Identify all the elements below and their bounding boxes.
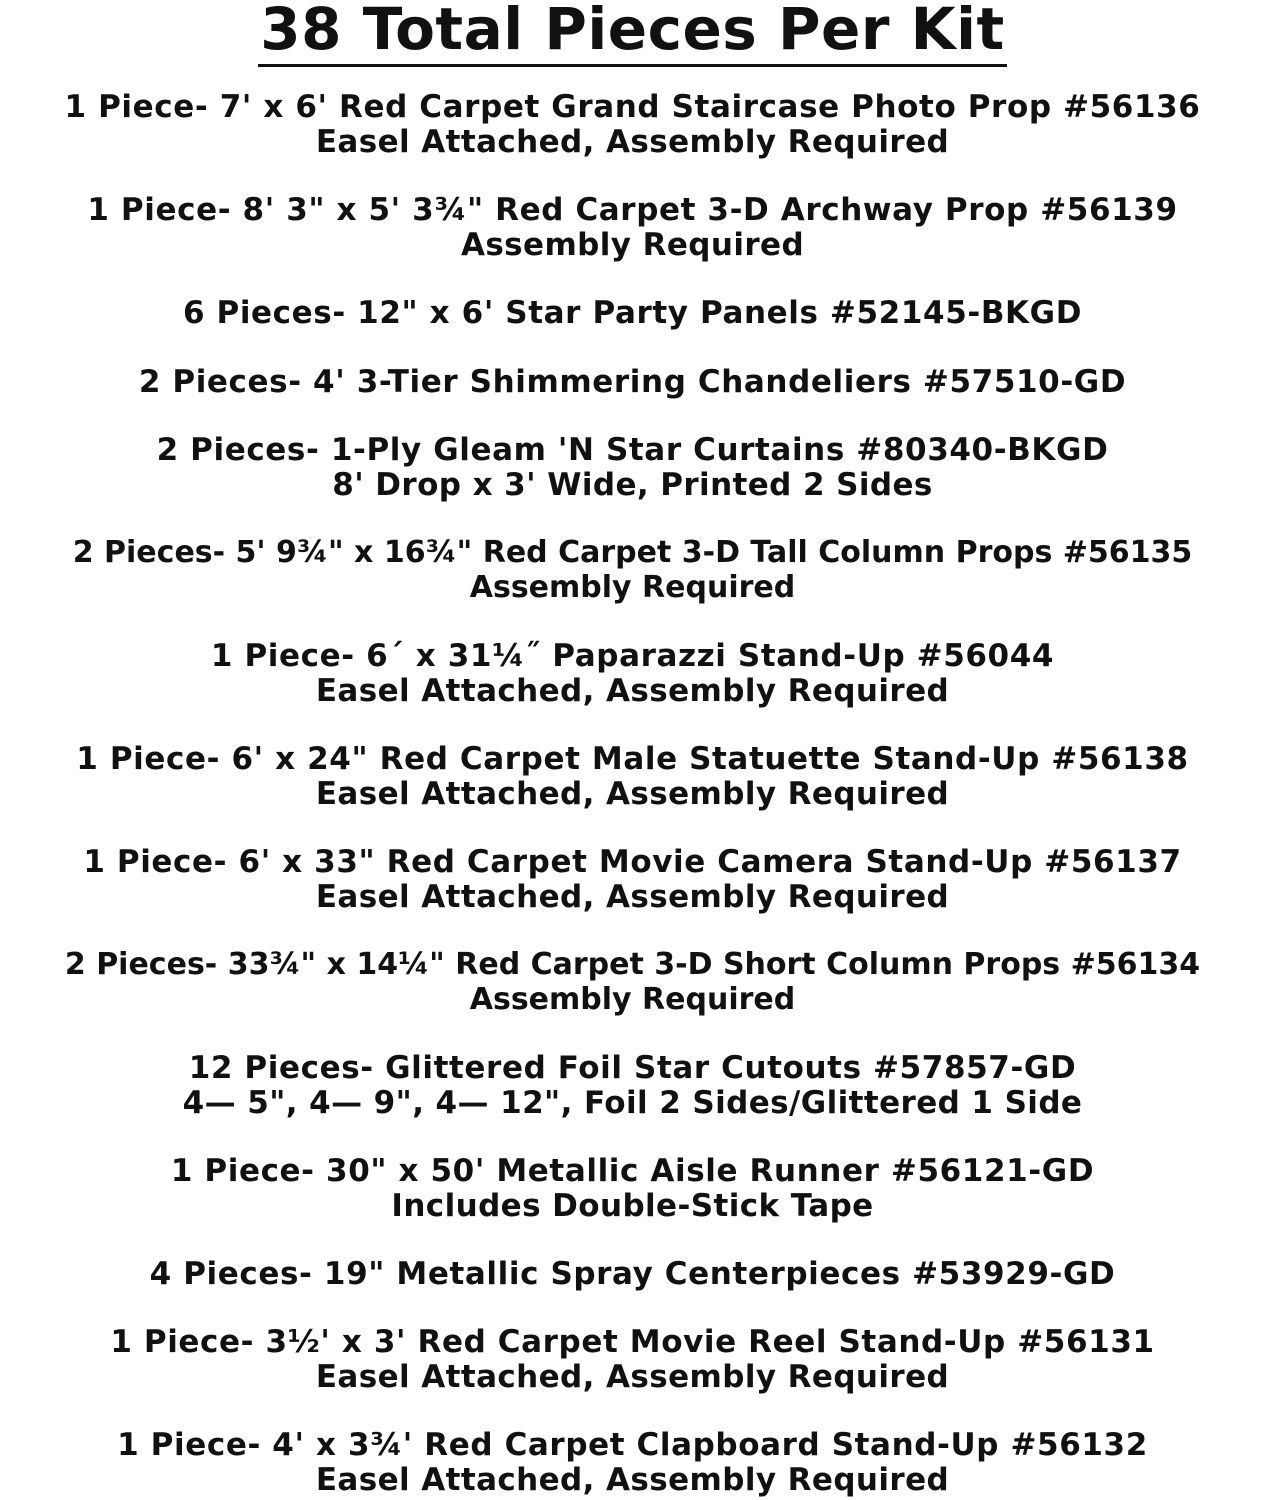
item-description: 2 Pieces- 5' 9¾" x 16¾" Red Carpet 3-D Tall Column Props #56135 xyxy=(72,535,1193,570)
item-description: 2 Pieces- 4' 3-Tier Shimmering Chandeliers #57510-GD xyxy=(138,364,1127,400)
item-description: 4 Pieces- 19" Metallic Spray Centerpieces #53929-GD xyxy=(149,1256,1116,1292)
item-note: Easel Attached, Assembly Required xyxy=(315,1358,950,1395)
item-note: Assembly Required xyxy=(469,981,796,1017)
item-description: 1 Piece- 3½' x 3' Red Carpet Movie Reel Stand-Up #56131 xyxy=(110,1324,1155,1360)
item-description: 12 Pieces- Glittered Foil Star Cutouts #57857-GD xyxy=(188,1050,1077,1086)
item-note: 4— 5", 4— 9", 4— 12", Foil 2 Sides/Glittered 1 Side xyxy=(182,1084,1083,1121)
list-item xyxy=(0,742,1265,811)
list-item xyxy=(0,1325,1265,1394)
list-item xyxy=(0,845,1265,914)
list-item xyxy=(0,433,1265,502)
item-note: Easel Attached, Assembly Required xyxy=(315,1461,950,1498)
item-note: 8' Drop x 3' Wide, Printed 2 Sides xyxy=(332,466,933,503)
item-note: Includes Double-Stick Tape xyxy=(391,1187,874,1224)
list-item xyxy=(0,1154,1265,1223)
item-description: 1 Piece- 7' x 6' Red Carpet Grand Staircase Photo Prop #56136 xyxy=(64,89,1201,125)
list-item xyxy=(0,536,1265,605)
item-note: Easel Attached, Assembly Required xyxy=(315,775,950,812)
list-item xyxy=(0,1428,1265,1497)
list-item xyxy=(0,1051,1265,1120)
item-description: 1 Piece- 6' x 24" Red Carpet Male Statuette Stand-Up #56138 xyxy=(76,741,1189,777)
item-description: 1 Piece- 4' x 3¾' Red Carpet Clapboard Stand-Up #56132 xyxy=(117,1427,1148,1463)
title-block xyxy=(0,0,1265,70)
item-description: 2 Pieces- 1-Ply Gleam 'N Star Curtains #80340-BKGD xyxy=(156,432,1109,468)
list-item xyxy=(0,365,1265,400)
item-description: 2 Pieces- 33¾" x 14¼" Red Carpet 3-D Short Column Props #56134 xyxy=(64,947,1201,982)
item-note: Easel Attached, Assembly Required xyxy=(315,672,950,709)
list-item xyxy=(0,193,1265,262)
item-note: Easel Attached, Assembly Required xyxy=(315,878,950,915)
page-title: 38 Total Pieces Per Kit xyxy=(258,0,1006,67)
item-description: 1 Piece- 8' 3" x 5' 3¾" Red Carpet 3-D Archway Prop #56139 xyxy=(87,192,1178,228)
list-item xyxy=(0,90,1265,159)
item-description: 1 Piece- 30" x 50' Metallic Aisle Runner #56121-GD xyxy=(170,1153,1095,1189)
list-item xyxy=(0,296,1265,331)
item-description: 1 Piece- 6' x 33" Red Carpet Movie Camera Stand-Up #56137 xyxy=(83,844,1182,880)
list-item xyxy=(0,1257,1265,1292)
list-item xyxy=(0,948,1265,1017)
list-item xyxy=(0,639,1265,708)
item-note: Easel Attached, Assembly Required xyxy=(315,123,950,160)
item-note: Assembly Required xyxy=(469,569,796,605)
item-note: Assembly Required xyxy=(460,226,805,263)
item-description: 1 Piece- 6´ x 31¼˝ Paparazzi Stand-Up #56044 xyxy=(210,638,1055,674)
item-description: 6 Pieces- 12" x 6' Star Party Panels #52145-BKGD xyxy=(182,295,1083,331)
